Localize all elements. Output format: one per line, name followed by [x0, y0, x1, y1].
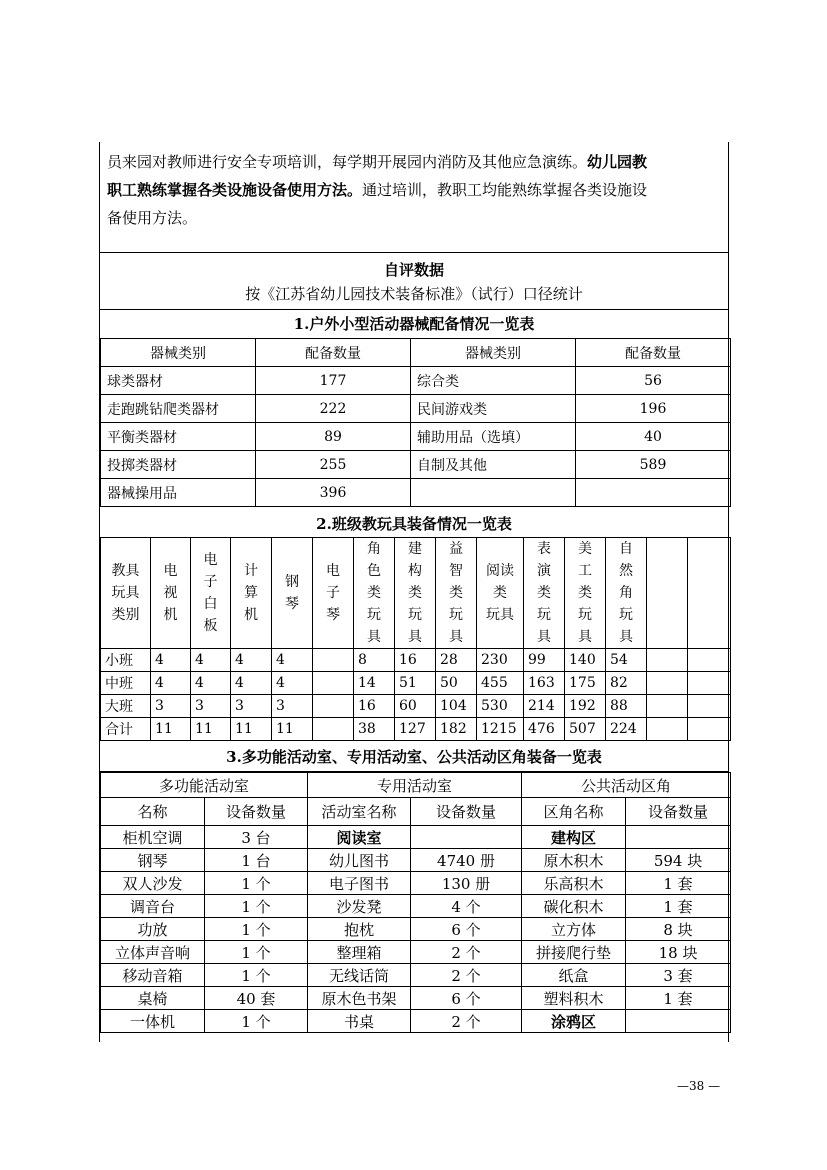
- table-cell: 书桌: [308, 1010, 411, 1033]
- table1-header-cell: 配备数量: [576, 339, 731, 367]
- table-cell: [313, 649, 354, 672]
- table-row: [101, 872, 731, 895]
- table-cell: 175: [565, 672, 606, 695]
- table-row: [101, 649, 731, 672]
- table-cell: 4: [272, 649, 313, 672]
- table-cell: 球类器材: [101, 367, 256, 395]
- table-cell: 电子图书: [308, 872, 411, 895]
- table2-header-cell: 电 视 机: [151, 538, 191, 649]
- table-cell: 无线话筒: [308, 964, 411, 987]
- table-cell: [626, 826, 731, 849]
- table-cell: [411, 479, 576, 507]
- table-cell: 1215: [477, 718, 524, 741]
- table-cell: 476: [524, 718, 565, 741]
- self-eval-header: [100, 253, 728, 310]
- table-cell: 1 套: [626, 987, 731, 1010]
- table-cell: 192: [565, 695, 606, 718]
- table2-header-cell: 益 智 类 玩 具: [436, 538, 477, 649]
- table-cell: 3: [151, 695, 191, 718]
- intro-text-1: 员来园对教师进行安全专项培训，每学期开展园内消防及其他应急演练。: [107, 153, 588, 171]
- table3-group-header-row: [101, 773, 731, 798]
- table-cell: 综合类: [411, 367, 576, 395]
- table-cell: 530: [477, 695, 524, 718]
- page-number: —38 —: [677, 1079, 721, 1093]
- table-cell: 民间游戏类: [411, 395, 576, 423]
- table-cell: 移动音箱: [101, 964, 205, 987]
- intro-paragraph: [100, 142, 728, 253]
- table-cell: [576, 479, 731, 507]
- table-cell: 88: [606, 695, 647, 718]
- table-cell: [688, 695, 731, 718]
- table-cell: 立体声音响: [101, 941, 205, 964]
- table2-header-cell: 教具 玩具 类别: [101, 538, 151, 649]
- table-cell: 51: [395, 672, 436, 695]
- table-cell: 6 个: [411, 987, 522, 1010]
- table-cell: 幼儿图书: [308, 849, 411, 872]
- table-row: [101, 918, 731, 941]
- table-row: [101, 849, 731, 872]
- table-cell: 224: [606, 718, 647, 741]
- table-cell: 50: [436, 672, 477, 695]
- table-cell: 2 个: [411, 1010, 522, 1033]
- table-cell: 投掷类器材: [101, 451, 256, 479]
- intro-bold-1: 幼儿园教: [587, 153, 648, 171]
- table-cell: 16: [395, 649, 436, 672]
- self-eval-title: 自评数据: [383, 261, 444, 279]
- table-cell: 11: [151, 718, 191, 741]
- table2-header-cell: 计 算 机: [231, 538, 272, 649]
- table-cell: 3: [272, 695, 313, 718]
- table-cell: 3 台: [205, 826, 308, 849]
- table3-title: 3.多功能活动室、专用活动室、公共活动区角装备一览表: [100, 743, 728, 772]
- table-cell: 大班: [101, 695, 151, 718]
- table3-sub-header-row: [101, 798, 731, 826]
- table-cell: 小班: [101, 649, 151, 672]
- table-row: [101, 1010, 731, 1033]
- table-cell: 1 套: [626, 895, 731, 918]
- table-cell: 28: [436, 649, 477, 672]
- table-cell: 396: [256, 479, 411, 507]
- table2-header-cell: 建 构 类 玩 具: [395, 538, 436, 649]
- table2-header-cell: 自 然 角 玩 具: [606, 538, 647, 649]
- table-row: [101, 672, 731, 695]
- table-cell: 调音台: [101, 895, 205, 918]
- table-cell: 沙发凳: [308, 895, 411, 918]
- table2-header-cell: 电 子 白 板: [191, 538, 231, 649]
- table-cell: 11: [191, 718, 231, 741]
- table-cell: [688, 649, 731, 672]
- table-cell: [313, 718, 354, 741]
- table-cell: 塑料积木: [522, 987, 626, 1010]
- table-cell: 中班: [101, 672, 151, 695]
- table3-group-header: 专用活动室: [308, 773, 522, 798]
- table-cell: 立方体: [522, 918, 626, 941]
- table2-header-cell: 表 演 类 玩 具: [524, 538, 565, 649]
- table3-sub-header: 设备数量: [626, 798, 731, 826]
- table-cell: 走跑跳钻爬类器材: [101, 395, 256, 423]
- table-row: [101, 718, 731, 741]
- table2-title: 2.班级教玩具装备情况一览表: [100, 510, 728, 538]
- table-cell: 1 套: [626, 872, 731, 895]
- activity-room-table: [100, 772, 731, 1033]
- table3-group-header: 公共活动区角: [522, 773, 731, 798]
- table-cell: 4: [191, 649, 231, 672]
- table-cell: 127: [395, 718, 436, 741]
- table-cell: 4: [231, 672, 272, 695]
- table3-sub-header: 设备数量: [411, 798, 522, 826]
- table-cell: 594 块: [626, 849, 731, 872]
- table-cell: 6 个: [411, 918, 522, 941]
- table-cell: 桌椅: [101, 987, 205, 1010]
- table-cell: 建构区: [522, 826, 626, 849]
- table-cell: 38: [354, 718, 395, 741]
- table-row: [101, 987, 731, 1010]
- table3-sub-header: 设备数量: [205, 798, 308, 826]
- table2-header-cell: [688, 538, 731, 649]
- table-cell: 11: [272, 718, 313, 741]
- table3-group-header: 多功能活动室: [101, 773, 308, 798]
- table-cell: 1 台: [205, 849, 308, 872]
- table-cell: [647, 672, 688, 695]
- table-cell: 一体机: [101, 1010, 205, 1033]
- table-cell: 4740 册: [411, 849, 522, 872]
- table-cell: 89: [256, 423, 411, 451]
- table-cell: 163: [524, 672, 565, 695]
- table-cell: 器械操用品: [101, 479, 256, 507]
- table-cell: 11: [231, 718, 272, 741]
- table-row: [101, 423, 731, 451]
- table-cell: 3: [191, 695, 231, 718]
- table-cell: 1 个: [205, 918, 308, 941]
- table-cell: 222: [256, 395, 411, 423]
- table-row: [101, 479, 731, 507]
- table-cell: [647, 649, 688, 672]
- table2-header-row: [101, 538, 731, 649]
- table-row: [101, 451, 731, 479]
- table-cell: 1 个: [205, 941, 308, 964]
- intro-text-2: 通过培训，教职工均能熟练掌握各类设施设: [362, 181, 648, 199]
- table-cell: 14: [354, 672, 395, 695]
- table-cell: 54: [606, 649, 647, 672]
- table-cell: 1 个: [205, 872, 308, 895]
- table-cell: [647, 718, 688, 741]
- table-cell: [313, 672, 354, 695]
- table-cell: 辅助用品（选填）: [411, 423, 576, 451]
- table-cell: 255: [256, 451, 411, 479]
- table2-header-cell: 钢 琴: [272, 538, 313, 649]
- table-cell: 钢琴: [101, 849, 205, 872]
- table-cell: 230: [477, 649, 524, 672]
- table-cell: 589: [576, 451, 731, 479]
- table-cell: 3: [231, 695, 272, 718]
- table-cell: 柜机空调: [101, 826, 205, 849]
- table-cell: 18 块: [626, 941, 731, 964]
- table-cell: 整理箱: [308, 941, 411, 964]
- table-row: [101, 367, 731, 395]
- table-cell: [688, 672, 731, 695]
- table-cell: 82: [606, 672, 647, 695]
- table-cell: 乐高积木: [522, 872, 626, 895]
- table2-header-cell: 美 工 类 玩 具: [565, 538, 606, 649]
- table-cell: 平衡类器材: [101, 423, 256, 451]
- table-cell: 阅读室: [308, 826, 411, 849]
- self-eval-subtitle: 按《江苏省幼儿园技术装备标准》（试行）口径统计: [245, 285, 583, 303]
- table-cell: 8 块: [626, 918, 731, 941]
- table-cell: 合计: [101, 718, 151, 741]
- table-row: [101, 826, 731, 849]
- table-cell: 40: [576, 423, 731, 451]
- table-cell: 3 套: [626, 964, 731, 987]
- table-cell: 自制及其他: [411, 451, 576, 479]
- table3-sub-header: 区角名称: [522, 798, 626, 826]
- table-cell: 抱枕: [308, 918, 411, 941]
- table-cell: 60: [395, 695, 436, 718]
- table2-header-cell: 阅读 类 玩具: [477, 538, 524, 649]
- table-cell: 4: [231, 649, 272, 672]
- table-cell: 涂鸦区: [522, 1010, 626, 1033]
- table-cell: 177: [256, 367, 411, 395]
- document-frame: [99, 142, 729, 1042]
- table-cell: 104: [436, 695, 477, 718]
- table-cell: 182: [436, 718, 477, 741]
- table-cell: 功放: [101, 918, 205, 941]
- table-cell: 4 个: [411, 895, 522, 918]
- table-cell: 2 个: [411, 941, 522, 964]
- table-cell: 214: [524, 695, 565, 718]
- outdoor-equipment-table: [100, 338, 731, 507]
- table-cell: 455: [477, 672, 524, 695]
- table-cell: 40 套: [205, 987, 308, 1010]
- table1-header-row: [101, 339, 731, 367]
- table-cell: 拼接爬行垫: [522, 941, 626, 964]
- table-row: [101, 395, 731, 423]
- table-cell: [313, 695, 354, 718]
- table1-header-cell: 配备数量: [256, 339, 411, 367]
- table-cell: 1 个: [205, 895, 308, 918]
- table-cell: 4: [191, 672, 231, 695]
- table-cell: 4: [151, 672, 191, 695]
- intro-bold-2: 职工熟练掌握各类设施设备使用方法。: [107, 181, 363, 199]
- table1-header-cell: 器械类别: [411, 339, 576, 367]
- table1-title: 1.户外小型活动器械配备情况一览表: [100, 310, 728, 339]
- table-cell: 碳化积木: [522, 895, 626, 918]
- table-cell: 130 册: [411, 872, 522, 895]
- table-cell: [626, 1010, 731, 1033]
- table-row: [101, 895, 731, 918]
- table-cell: 56: [576, 367, 731, 395]
- table2-header-cell: 电 子 琴: [313, 538, 354, 649]
- class-toys-table: [100, 537, 731, 741]
- intro-text-3: 备使用方法。: [107, 209, 198, 227]
- table-cell: 2 个: [411, 964, 522, 987]
- table-cell: 8: [354, 649, 395, 672]
- table-cell: 4: [151, 649, 191, 672]
- table-cell: 99: [524, 649, 565, 672]
- table1-header-cell: 器械类别: [101, 339, 256, 367]
- table-cell: [688, 718, 731, 741]
- table-cell: 纸盒: [522, 964, 626, 987]
- table2-header-cell: 角 色 类 玩 具: [354, 538, 395, 649]
- table-cell: 4: [272, 672, 313, 695]
- table-cell: 16: [354, 695, 395, 718]
- table-cell: 1 个: [205, 1010, 308, 1033]
- table3-sub-header: 名称: [101, 798, 205, 826]
- table-row: [101, 695, 731, 718]
- table-row: [101, 964, 731, 987]
- table-row: [101, 941, 731, 964]
- table-cell: 140: [565, 649, 606, 672]
- table-cell: 双人沙发: [101, 872, 205, 895]
- table-cell: 原木色书架: [308, 987, 411, 1010]
- table2-header-cell: [647, 538, 688, 649]
- table-cell: 196: [576, 395, 731, 423]
- table-cell: [411, 826, 522, 849]
- table-cell: [647, 695, 688, 718]
- table3-sub-header: 活动室名称: [308, 798, 411, 826]
- table-cell: 1 个: [205, 964, 308, 987]
- table-cell: 原木积木: [522, 849, 626, 872]
- table-cell: 507: [565, 718, 606, 741]
